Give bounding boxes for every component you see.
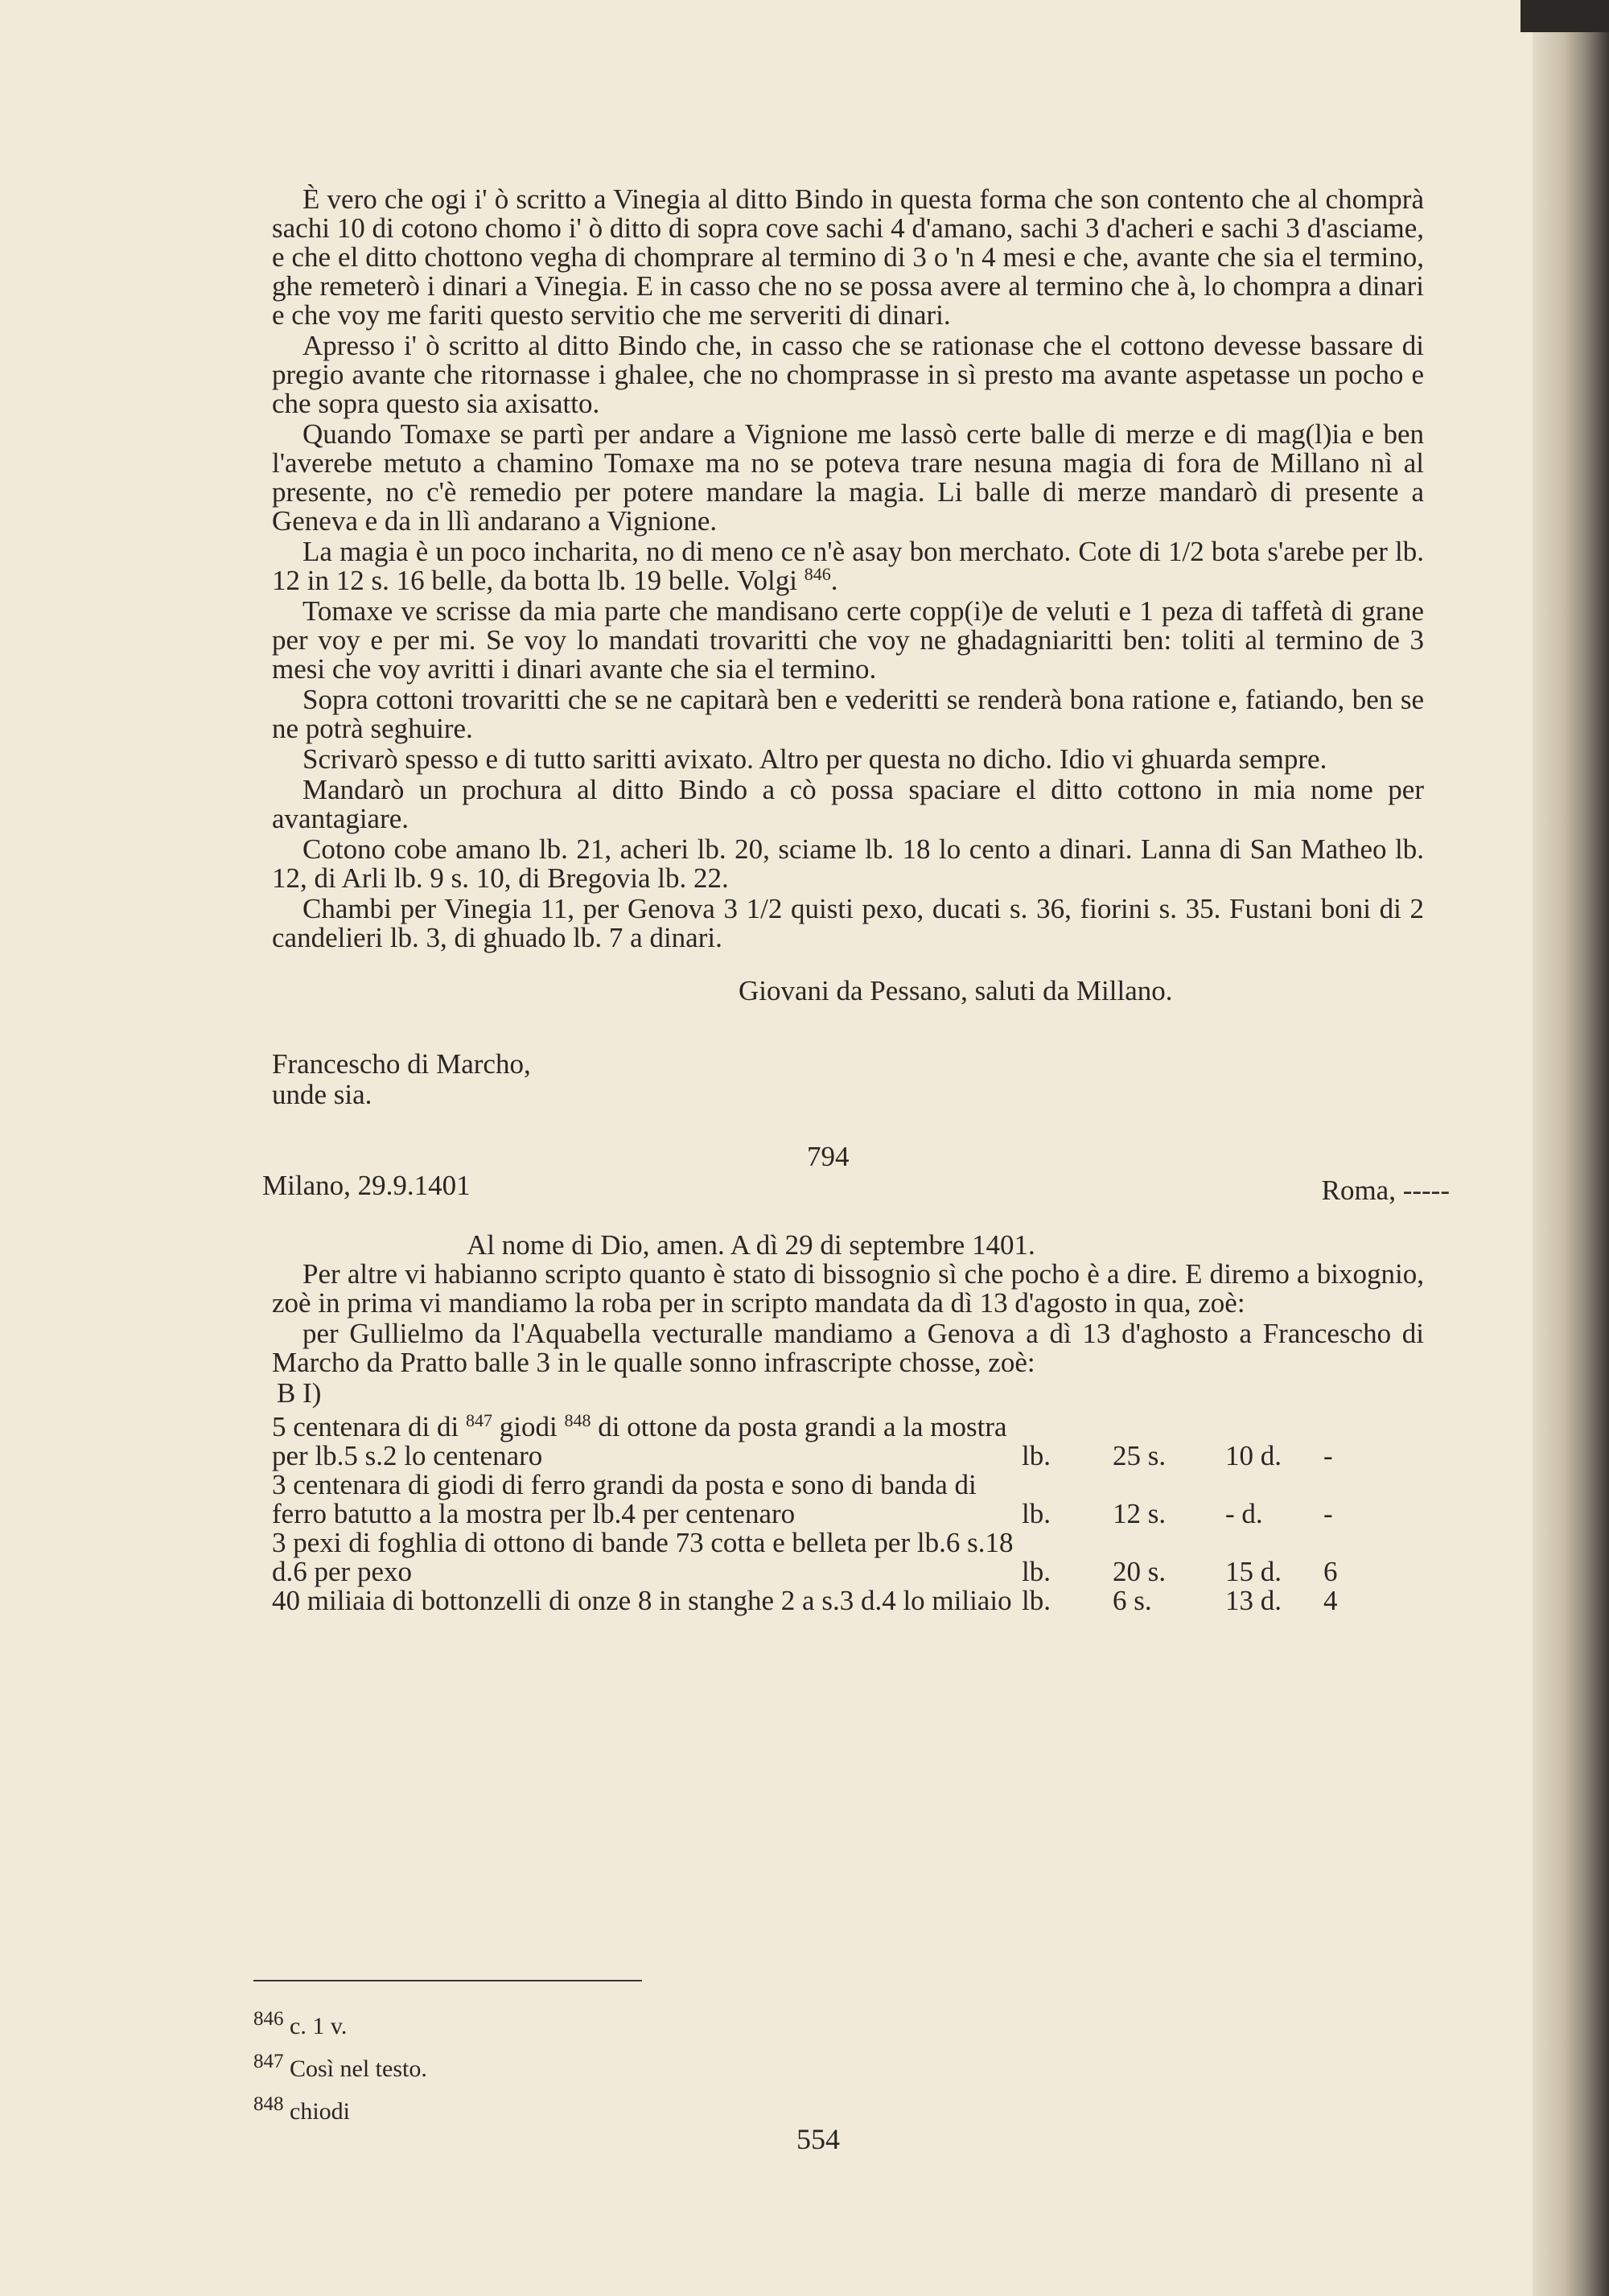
letter-date: Milano, 29.9.1401 [262, 1170, 471, 1201]
goods-list [272, 1410, 1424, 1616]
book-gutter-shadow [1533, 0, 1609, 2296]
goods-amount: lb. 12 s. - d. - [1022, 1498, 1333, 1529]
paragraph: Sopra cottoni trovaritti che se ne capitarà ben e vederitti se renderà bona ratione e, fatiando, ben se ne potrà seghuire. [272, 684, 1424, 744]
paragraph: per Gullielmo da l'Aquabella vecturalle mandiamo a Genova a dì 13 d'aghosto a Francescho di Marcho da Pratto balle 3 in le qualle sonno infrascripte chosse, zoè: [272, 1318, 1424, 1378]
goods-amount: lb. 6 s. 13 d. 4 [1022, 1585, 1338, 1616]
footnote-rule [253, 1980, 642, 1981]
letter-header [262, 1141, 1450, 1223]
signature: Giovani da Pessano, saluti da Millano. [739, 975, 1173, 1006]
goods-amount: lb. 20 s. 15 d. 6 [1022, 1556, 1338, 1587]
paragraph: La magia è un poco incharita, no di meno ce n'è asay bon merchato. Cote di 1/2 bota s'arebe per lb. 12 in 12 s. 16 belle, da botta lb. 19 belle. Volgi $^{846}$. [272, 536, 1424, 596]
footnote-ref: 848 [564, 1410, 591, 1430]
footnotes [253, 2002, 427, 2129]
paragraph: Scrivarò spesso e di tutto saritti avixato. Altro per questa no dicho. Idio vi ghuarda sempre. [302, 743, 1327, 775]
goods-description: 3 centenara di giodi di ferro grandi da posta e sono di banda di ferro batutto a la mostra per lb.4 per centenaro [272, 1469, 977, 1529]
invocation: Al nome di Dio, amen. A dì 29 di septembre 1401. [467, 1229, 1035, 1261]
address-block [272, 1049, 1424, 1110]
paragraph: Apresso i' ò scritto al ditto Bindo che, in casso che se rationase che el cottono devesse bassare di pregio avante che ritornasse i ghalee, che no chomprasse in sì presto ma avante aspetasse un pocho e che sopra questo sia axisatto. [272, 330, 1424, 419]
paragraph: È vero che ogi i' ò scritto a Vinegia al ditto Bindo in questa forma che son contento che al chomprà sachi 10 di cotono chomo i' ò ditto di sopra cove sachi 4 d'amano, sachi 3 d'acheri e sachi 3 d'asciame, e che el ditto chottono vegha di chomprare al termino di 3 o 'n 4 mesi e che, avante che sia el termino, ghe remeterò i dinari a Vinegia. E in casso che no se possa avere al termino che à, lo chompra a dinari e che voy me fariti questo servitio che me serveriti di dinari. [272, 183, 1424, 331]
letter-destination: Roma, ----- [1321, 1175, 1450, 1206]
bale-mark: B I) [277, 1377, 322, 1409]
address-line: Francescho di Marcho, [272, 1048, 531, 1080]
goods-row [272, 1586, 1424, 1615]
book-edge [1521, 0, 1609, 32]
page-number: 554 [796, 2123, 840, 2155]
letter-number: 794 [807, 1141, 850, 1172]
goods-description: 40 miliaia di bottonzelli di onze 8 in stanghe 2 a s.3 d.4 lo miliaio [272, 1585, 1012, 1616]
paragraph: Chambi per Vinegia 11, per Genova 3 1/2 quisti pexo, ducati s. 36, fiorini s. 35. Fustani boni di 2 candelieri lb. 3, di ghuado lb. 7 a dinari. [272, 893, 1424, 953]
paragraph: Mandarò un prochura al ditto Bindo a cò possa spaciare el ditto cottono in mia nome per avantagiare. [272, 774, 1424, 834]
footnote-ref: 846 [804, 564, 831, 584]
goods-amount: lb. 25 s. 10 d. - [1022, 1440, 1333, 1471]
paragraph: Cotono cobe amano lb. 21, acheri lb. 20, sciame lb. 18 lo cento a dinari. Lanna di San Matheo lb. 12, di Arli lb. 9 s. 10, di Bregovia lb. 22. [272, 833, 1424, 894]
goods-description: 3 pexi di foghlia di ottono di bande 73 cotta e belleta per lb.6 s.18 d.6 per pexo [272, 1527, 1014, 1587]
paragraph: Quando Tomaxe se partì per andare a Vignione me lassò certe balle di merze e di mag(l)ia e ben l'averebe metuto a chamino Tomaxe ma no se poteva trare nesuna magia di fora de Millano nì al presente, no c'è remedio per potere mandare la magia. Li balle di merze mandarò di presente a Geneva e da in llì andarano a Vignione. [272, 418, 1424, 537]
page-body [262, 183, 1450, 1616]
footnote-ref: 847 [466, 1410, 493, 1430]
footnote: $^{846}$ c. 1 v. [253, 2008, 348, 2039]
goods-description: 5 centenara di di $^{847}$ giodi $^{848}$ di ottone da posta grandi a la mostra per lb.5 s.2 lo centenaro [272, 1410, 1007, 1471]
paragraph: Per altre vi habianno scripto quanto è stato di bissognio sì che pocho è a dire. E diremo a bixognio, zoè in prima vi mandiamo la roba per in scripto mandata da dì 13 d'agosto in qua, zoè: [272, 1258, 1424, 1319]
address-line: unde sia. [272, 1079, 372, 1110]
paragraph: Tomaxe ve scrisse da mia parte che mandisano certe copp(i)e de veluti e 1 peza di taffetà di grane per voy e per mi. Se voy lo mandati trovaritti che voy ne ghadagniaritti ben: toliti al termino de 3 mesi che voy avritti i dinari avante che sia el termino. [272, 595, 1424, 685]
footnote: $^{847}$ Così nel testo. [253, 2051, 427, 2082]
footnote: $^{848}$ chiodi [253, 2093, 350, 2125]
